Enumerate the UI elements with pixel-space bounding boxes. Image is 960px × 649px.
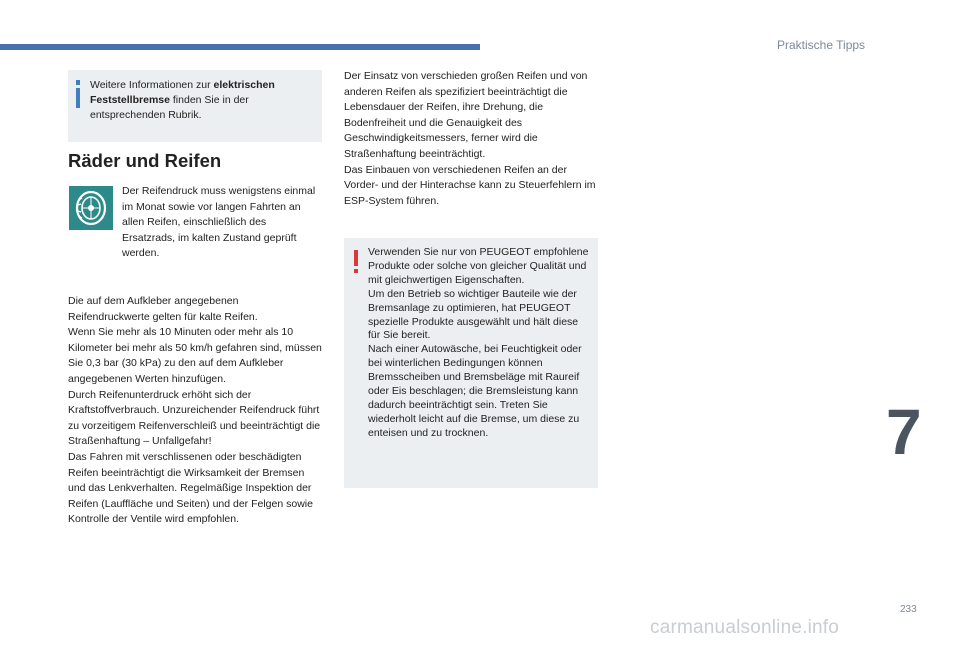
left-paragraph: Das Fahren mit verschlissenen oder beschädigten Reifen beeinträchtigt die Wirksamkeit der Bremsen und das Lenkverhalten. Regelmäßige Inspektion der Reifen (Lauffläche und Seiten) und der Felgen sowie Kontrolle der Ventile wird empfohlen. [68,450,313,526]
watermark-text: carmanualsonline.info [650,617,840,638]
warning-box [344,238,598,488]
left-paragraph: Die auf dem Aufkleber angegebenen Reifendruckwerte gelten für kalte Reifen. [68,295,258,323]
left-paragraph: Durch Reifenunterdruck erhöht sich der Kraftstoffverbrauch. Unzureichender Reifendruck führt zu vorzeitigem Reifenverschleiß und beeinträchtigt die Straßenhaftung – Unfallgefahr! [68,388,321,448]
warning-paragraph: Um den Betrieb so wichtiger Bauteile wie der Bremsanlage zu optimieren, hat PEUGEOT spezielle Produkte ausgewählt und hält diese für Sie bereit. [368,287,579,342]
page-heading: Räder und Reifen [68,150,222,171]
info-icon [76,80,82,108]
chapter-number: 7 [886,396,922,468]
page-number: 233 [900,604,917,615]
info-box [68,70,322,142]
warning-paragraph: Verwenden Sie nur von PEUGEOT empfohlene Produkte oder solche von gleicher Qualität und mit gleichwertigen Eigenschaften. [368,246,589,286]
header-accent-bar [0,44,480,50]
left-column-text [68,294,323,528]
warning-paragraph: Nach einer Autowäsche, bei Feuchtigkeit oder bei winterlichen Bedingungen können Bremsscheiben und Bremsbeläge mit Raureif oder Eis beschlagen; die Bremsleistung kann dadurch beeinträchtigt sein. Treten Sie wiederholt leicht auf die Bremse, um diese zu enteisen und zu trocknen. [368,343,582,439]
warning-icon [354,250,360,274]
section-title: Praktische Tipps [777,38,866,52]
tire-icon [69,186,113,230]
right-paragraph: Der Einsatz von verschieden großen Reifen und von anderen Reifen als spezifiziert beeinträchtigt die Lebensdauer der Reifen, ihre Drehung, die Bodenfreiheit und die Genauigkeit des Geschwindigkeitsmessers, ferner wird die Straßenhaftung beeinträchtigt. [344,70,588,160]
info-text: Weitere Informationen zur elektrischen Feststellbremse finden Sie in der entsprechenden Rubrik. [90,79,275,121]
info-bold: elektrischen Feststellbremse [90,79,275,106]
right-column-text [344,69,600,209]
left-paragraph: Wenn Sie mehr als 10 Minuten oder mehr als 10 Kilometer bei mehr als 50 km/h gefahren sind, müssen Sie 0,3 bar (30 kPa) zu den auf dem Aufkleber angegebenen Werten hinzufügen. [68,326,322,385]
tire-pressure-note: Der Reifendruck muss wenigstens einmal im Monat sowie vor langen Fahrten an allen Reifen, einschließlich des Ersatzrads, im kalten Zustand geprüft werden. [122,185,316,260]
right-paragraph: Das Einbauen von verschiedenen Reifen an der Vorder- und der Hinterachse kann zu Steuerfehlern im ESP-System führen. [344,163,596,207]
